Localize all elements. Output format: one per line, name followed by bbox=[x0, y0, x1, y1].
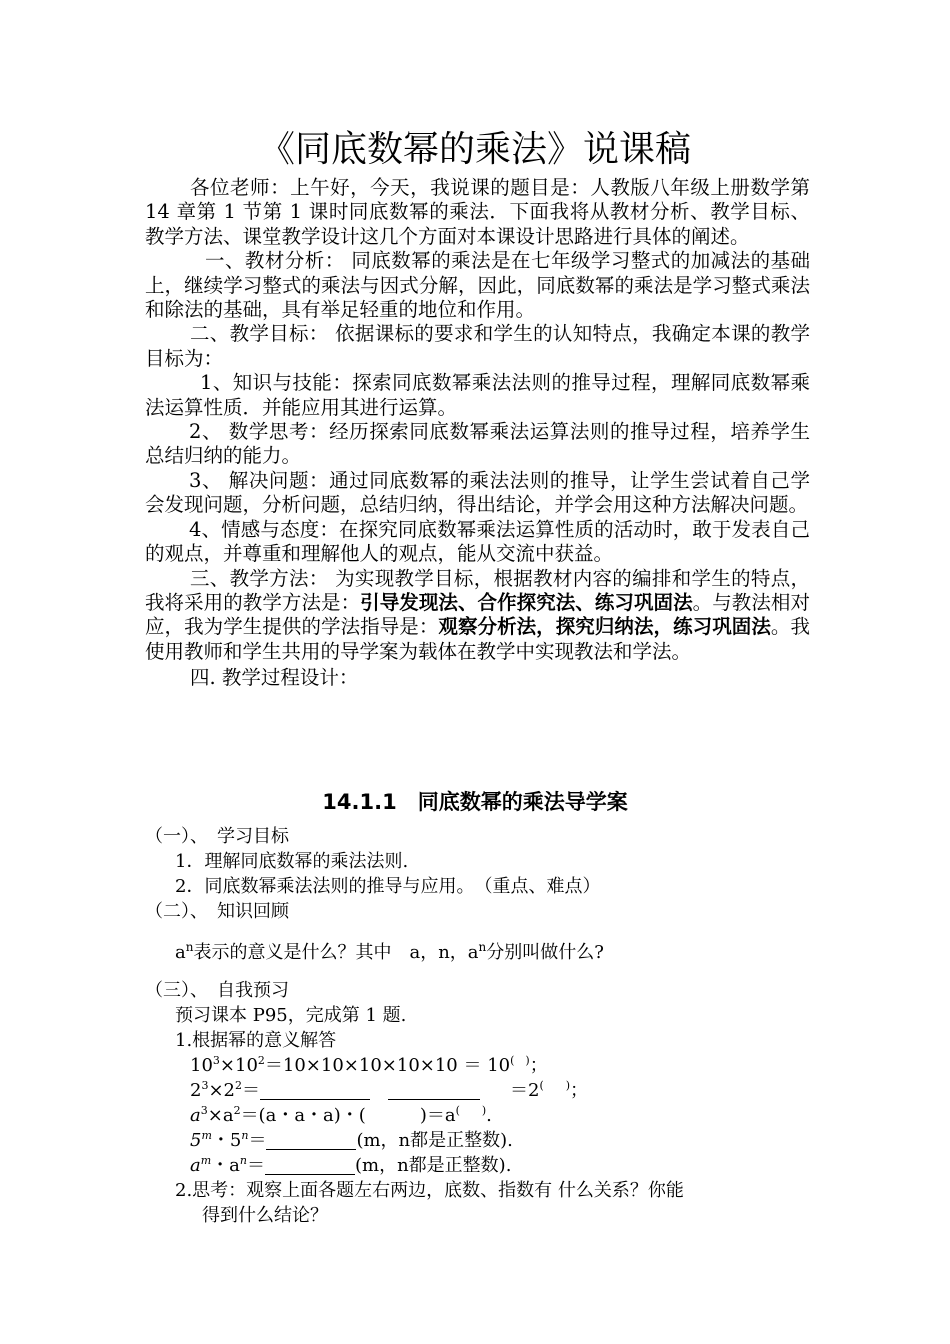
eq5-equals: ＝ bbox=[247, 1155, 265, 1176]
eq5-condition: (m，n都是正整数). bbox=[355, 1155, 512, 1176]
section-self-preview: （三）、 自我预习 bbox=[145, 980, 289, 1001]
eq4-blank[interactable] bbox=[266, 1131, 356, 1150]
question-2-continued: 得到什么结论？ bbox=[202, 1205, 328, 1226]
eq2-blank-2[interactable] bbox=[388, 1081, 480, 1100]
eq5-exp: m bbox=[200, 1154, 212, 1167]
eq4-base: 5 bbox=[190, 1130, 202, 1151]
question-2: 2.思考：观察上面各题左右两边，底数、指数有 什么关系？你能 bbox=[175, 1180, 684, 1201]
eq2-equals: ＝ bbox=[242, 1080, 260, 1101]
eq1-end: ； bbox=[529, 1055, 548, 1076]
plan-title: 14.1.1 同底数幂的乘法导学案 bbox=[322, 790, 628, 814]
eq2-end: ； bbox=[570, 1080, 589, 1101]
equation-4 bbox=[145, 1128, 825, 1153]
recall-exponent: n bbox=[185, 940, 194, 954]
eq1-expansion: ＝10×10×10×10×10 ＝ 10 bbox=[264, 1055, 511, 1076]
goal-item-2: 2．同底数幂乘法法则的推导与应用。 （重点、难点） bbox=[175, 876, 601, 897]
eq5-base: a bbox=[190, 1155, 201, 1176]
recall-text: 表示的意义是什么？其中 a，n，a bbox=[193, 942, 479, 963]
eq1-exp: 3 bbox=[212, 1054, 220, 1067]
eq3-base: a bbox=[190, 1105, 201, 1126]
methods-text-2: 。与教法相对应，我为学生提供的学法指导是： bbox=[145, 590, 810, 639]
preview-instruction: 预习课本 P95，完成第 1 题. bbox=[175, 1005, 407, 1026]
page-title: 《同底数幂的乘法》说课稿 bbox=[258, 129, 691, 170]
eq4-condition: (m，n都是正整数). bbox=[356, 1130, 513, 1151]
review-question bbox=[145, 938, 825, 968]
eq2-result-exp: ( ) bbox=[539, 1079, 571, 1092]
section-learning-goals: （一）、 学习目标 bbox=[145, 826, 289, 847]
equation-5 bbox=[145, 1153, 825, 1178]
equation-1 bbox=[145, 1053, 825, 1078]
eq4-exp: m bbox=[201, 1129, 212, 1142]
eq2-base: 2 bbox=[190, 1080, 202, 1101]
eq1-exp-2: 2 bbox=[257, 1054, 265, 1067]
paragraph-process-design: 四. 教学过程设计： bbox=[190, 666, 359, 690]
eq3-times: ×a bbox=[207, 1105, 234, 1126]
paragraph-textbook-analysis: 一、教材分析： 同底数幂的乘法是在七年级学习整式的加减法的基础上，继续学习整式的乘法与因式分解，因此，同底数幂的乘法是学习整式乘法和除法的基础，具有举足轻重的地位和作用。 bbox=[145, 249, 810, 322]
question-1: 1.根据幂的意义解答 bbox=[175, 1030, 337, 1051]
paragraph-goal-attitude: 4、情感与态度：在探究同底数幂乘法运算性质的活动时，敢于发表自己的观点，并尊重和理解他人的观点，能从交流中获益。 bbox=[145, 517, 810, 566]
eq2-result: ＝2 bbox=[510, 1080, 540, 1101]
recall-end: 分别叫做什么? bbox=[486, 942, 604, 963]
eq5-exp-2: n bbox=[239, 1154, 247, 1167]
eq3-expansion: ＝(a・a・a)・( )＝a bbox=[240, 1105, 456, 1126]
paragraph-teaching-goals: 二、教学目标： 依据课标的要求和学生的认知特点，我确定本课的教学目标为： bbox=[145, 322, 810, 370]
eq2-blank-1[interactable] bbox=[260, 1081, 370, 1100]
section-knowledge-review: （二）、 知识回顾 bbox=[145, 901, 289, 922]
eq2-exp-2: 2 bbox=[235, 1079, 242, 1092]
eq3-exp-2: 2 bbox=[233, 1104, 241, 1117]
lecture-body bbox=[145, 176, 810, 691]
paragraph-goal-thinking: 2、 数学思考：经历探索同底数幂乘法运算法则的推导过程，培养学生总结归纳的能力。 bbox=[145, 420, 810, 468]
recall-exponent-2: n bbox=[478, 940, 487, 954]
eq4-times: ・5 bbox=[211, 1130, 242, 1151]
paragraph-goal-knowledge: 1、知识与技能：探索同底数幂乘法法则的推导过程，理解同底数幂乘法运算性质．并能应用其进行运算。 bbox=[145, 371, 810, 419]
eq2-exp: 3 bbox=[201, 1079, 209, 1092]
methods-text-1: 三、教学方法： 为实现教学目标，根据教材内容的编排和学生的特点，我将采用的教学方法是： bbox=[145, 566, 810, 614]
eq3-end: . bbox=[486, 1105, 492, 1126]
eq5-times: ・a bbox=[211, 1155, 240, 1176]
eq1-base: 10 bbox=[190, 1055, 213, 1076]
eq3-result-exp: ( ) bbox=[455, 1104, 487, 1117]
eq4-equals: ＝ bbox=[248, 1130, 267, 1151]
eq4-exp-2: n bbox=[241, 1129, 249, 1142]
methods-bold-1: 引导发现法、合作探究法、练习巩固法 bbox=[360, 590, 693, 614]
study-plan bbox=[145, 824, 825, 1228]
equation-3 bbox=[145, 1103, 825, 1128]
eq1-times: ×10 bbox=[219, 1055, 258, 1076]
recall-base: a bbox=[175, 942, 186, 963]
eq3-exp: 3 bbox=[200, 1104, 208, 1117]
paragraph-teaching-methods bbox=[145, 567, 810, 665]
goal-item-1: 1．理解同底数幂的乘法法则. bbox=[175, 851, 409, 872]
methods-text-3: 。我使用教师和学生共用的导学案为载体在教学中实现教法和学法。 bbox=[145, 615, 810, 663]
equation-2 bbox=[145, 1078, 825, 1103]
eq2-times: ×2 bbox=[208, 1080, 235, 1101]
methods-bold-2: 观察分析法，探究归纳法，练习巩固法 bbox=[438, 615, 771, 639]
eq5-blank[interactable] bbox=[265, 1156, 355, 1175]
eq1-answer-exp: ( ) bbox=[510, 1054, 530, 1067]
paragraph-intro: 各位老师：上午好，今天，我说课的题目是：人教版八年级上册数学第 14 章第 1 节第 1 课时同底数幂的乘法．下面我将从教材分析、教学目标、教学方法、课堂教学设计这几个方面对本课设计思路进行具体的阐述。 bbox=[145, 176, 810, 248]
paragraph-goal-problem-solving: 3、 解决问题：通过同底数幂的乘法法则的推导，让学生尝试着自己学会发现问题，分析问题，总结归纳，得出结论，并学会用这种方法解决问题。 bbox=[145, 468, 810, 517]
